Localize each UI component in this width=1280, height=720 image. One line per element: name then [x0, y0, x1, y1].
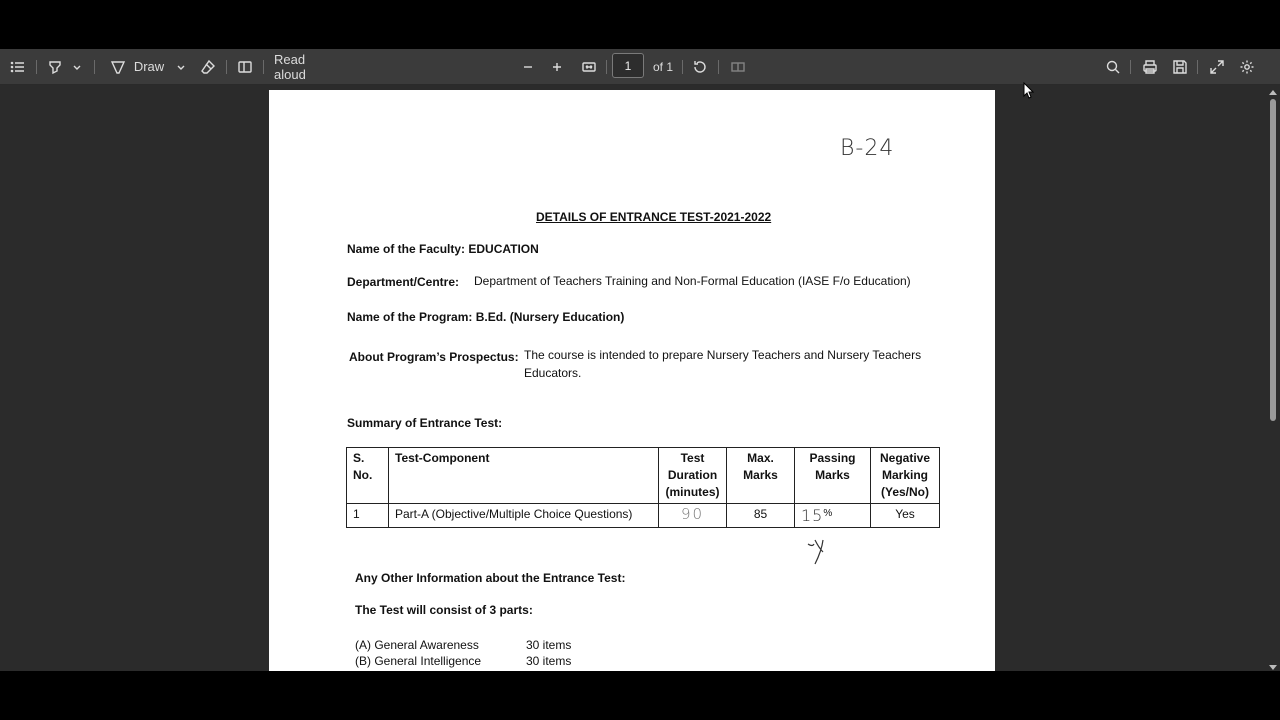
table-header-row	[347, 448, 940, 504]
zoom-in-icon[interactable]	[548, 49, 566, 84]
header-component: Test-Component	[389, 448, 659, 504]
cell-component: Part-A (Objective/Multiple Choice Questions)	[389, 504, 659, 528]
read-aloud-button[interactable]: Read aloud	[274, 51, 306, 82]
list-icon[interactable]	[8, 49, 28, 84]
vertical-scrollbar[interactable]	[1266, 85, 1280, 671]
handwritten-mark	[805, 536, 829, 570]
cell-passing-value: 15	[801, 506, 824, 525]
two-page-icon[interactable]	[728, 49, 748, 84]
other-info-heading: Any Other Information about the Entrance Test:	[355, 571, 626, 585]
department-label: Department/Centre:	[347, 275, 460, 289]
title-bar	[0, 0, 1280, 49]
rotate-icon[interactable]	[690, 49, 710, 84]
scroll-up-arrow-icon[interactable]	[1269, 90, 1277, 95]
search-icon[interactable]	[1103, 49, 1123, 84]
document-viewer	[0, 85, 1266, 671]
cell-passing	[795, 504, 871, 528]
parts-heading: The Test will consist of 3 parts:	[355, 603, 533, 617]
prospectus-line-1: The course is intended to prepare Nursery Teachers and Nursery Teachers	[524, 348, 922, 362]
header-negative-marking: Negative Marking (Yes/No)	[871, 448, 940, 504]
prospectus-label: About Program’s Prospectus:	[349, 350, 519, 364]
pdf-page	[269, 90, 995, 671]
highlighter-icon[interactable]	[45, 49, 65, 84]
list-item-count: 30 items	[526, 654, 572, 668]
separator	[682, 60, 683, 74]
list-item: (A) General Awareness	[355, 638, 479, 652]
chevron-down-icon[interactable]	[174, 49, 188, 84]
cell-sno: 1	[347, 504, 389, 528]
settings-gear-icon[interactable]	[1237, 49, 1257, 84]
summary-label: Summary of Entrance Test:	[347, 416, 503, 430]
entrance-test-table	[346, 447, 940, 528]
separator	[263, 60, 264, 74]
bottom-bar	[0, 671, 1280, 720]
cell-negative: Yes	[871, 504, 940, 528]
fit-page-icon[interactable]	[578, 49, 600, 84]
print-icon[interactable]	[1140, 49, 1160, 84]
chevron-down-icon[interactable]	[70, 49, 84, 84]
scroll-down-arrow-icon[interactable]	[1269, 665, 1277, 670]
header-max-marks: Max. Marks	[727, 448, 795, 504]
separator	[1130, 60, 1131, 74]
scrollbar-thumb[interactable]	[1270, 99, 1276, 421]
header-duration: Test Duration (minutes)	[659, 448, 727, 504]
list-item-count: 30 items	[526, 638, 572, 652]
separator	[606, 60, 607, 74]
list-item: (B) General Intelligence	[355, 654, 482, 668]
document-heading: DETAILS OF ENTRANCE TEST-2021-2022	[536, 210, 772, 224]
text-box-icon[interactable]	[235, 49, 255, 84]
program-line: Name of the Program: B.Ed. (Nursery Education)	[347, 310, 625, 324]
handwritten-code: B-24	[840, 136, 895, 161]
separator	[226, 60, 227, 74]
prospectus-line-2: Educators.	[524, 366, 582, 380]
expand-icon[interactable]	[1207, 49, 1227, 84]
page-number-input[interactable]: 1	[612, 53, 644, 78]
separator	[94, 60, 95, 74]
cell-passing-suffix: %	[823, 508, 833, 519]
department-value: Department of Teachers Training and Non-Formal Education (IASE F/o Education)	[474, 274, 911, 288]
header-sno: S. No.	[347, 448, 389, 504]
save-icon[interactable]	[1170, 49, 1190, 84]
separator	[36, 60, 37, 74]
draw-button[interactable]: Draw	[133, 59, 165, 74]
zoom-out-icon[interactable]	[519, 49, 537, 84]
faculty-line: Name of the Faculty: EDUCATION	[347, 242, 539, 256]
header-passing-marks: Passing Marks	[795, 448, 871, 504]
cell-duration: 90	[659, 504, 727, 528]
table-row	[347, 504, 940, 528]
cell-max-marks: 85	[727, 504, 795, 528]
separator	[718, 60, 719, 74]
eraser-icon[interactable]	[198, 49, 218, 84]
draw-icon[interactable]	[108, 49, 128, 84]
separator	[1197, 60, 1198, 74]
page-total: of 1	[652, 59, 673, 74]
